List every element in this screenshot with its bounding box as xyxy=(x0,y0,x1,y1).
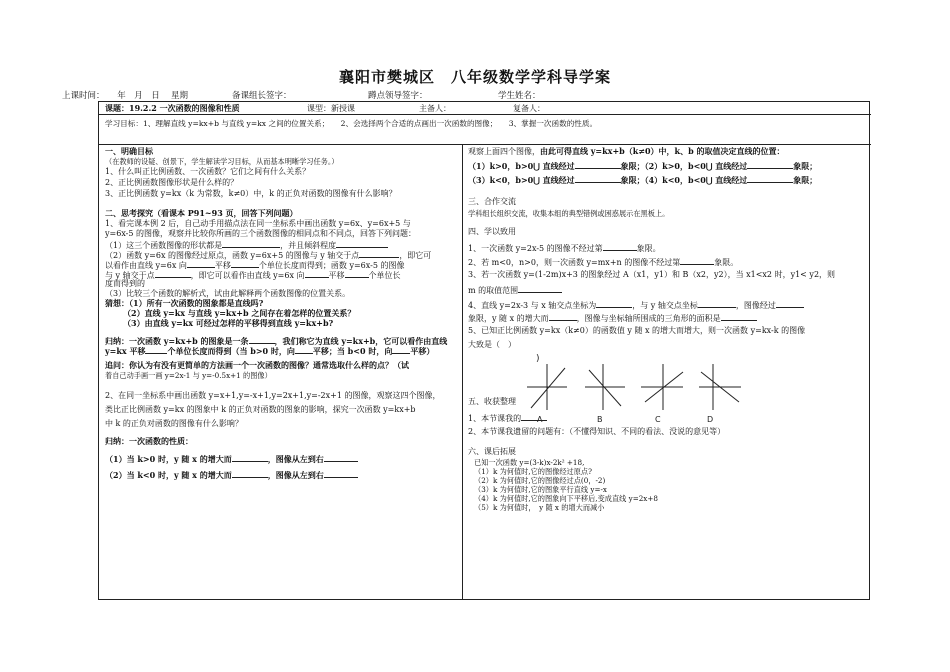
extension-q5: （5）k 为何值时， y 随 x 的增大而减小 xyxy=(474,503,605,512)
extension-q4: （4）k 为何值时,它的图象向下平移后,变成直线 y=2x+8 xyxy=(474,494,658,503)
section-5-item2: 2、本节课我遗留的问题有：（不懂得知识、不同的看法、没说的意见等） xyxy=(468,427,726,436)
graph-d[interactable] xyxy=(699,364,741,410)
graph-b-label: B xyxy=(597,415,603,424)
lesson-type: 课型：新授课 xyxy=(307,104,355,113)
section-2-line4: （2）函数 y=6x 的图像经过原点，函数 y=6x+5 的图像与 y 轴交于点 ，即它可 xyxy=(105,248,431,261)
observe-line2: （1）k>0，b>0⋃ 直线经过 象限；（2）k>0，b<0⋃ 直线经过 象限； xyxy=(468,161,818,171)
summary-1-line1: 归纳：一次函数 y=kx+b 的图象是一条 ，我们称它为直线 y=kx+b，它可以看作由直线 xyxy=(105,336,448,346)
graph-a-label: A xyxy=(537,415,543,424)
extension-intro: 已知一次函数 y=(3-k)x-2k² +18, xyxy=(474,458,585,467)
section-4-title: 四、学以致用 xyxy=(468,227,516,236)
lesson-topic: 课题：19.2.2 一次函数的图像和性质 xyxy=(105,103,240,113)
exercise-5-graph-options xyxy=(523,350,787,426)
guess-1: 猜想：（1）所有一次函数的图象都是直线吗? xyxy=(105,298,264,308)
section-1-q1: 1、什么叫正比例函数、一次函数？它们之间有什么关系？ xyxy=(105,167,311,176)
section-1-q2: 2、正比例函数图像形状是什么样的？ xyxy=(105,178,239,187)
follow-up-line2: 着自己动手画一画 y=2x-1 与 y=-0.5x+1 的图像） xyxy=(105,371,272,380)
observe-line1: 观察上面四个图像，由此可得直线 y=kx+b（k≠0）中，k、b 的取值决定直线的位置： xyxy=(468,146,785,156)
section-2-line2: y=6x-5 的图像，观察并比较你所画的三个函数图像的相同点和不同点，回答下列问题： xyxy=(105,229,417,238)
leader-sign-label: 备课组长签字： xyxy=(232,91,292,101)
learning-goals: 学习目标：1、理解直线 y=kx+b 与直线 y=kx 之间的位置关系； 2、会选择两个合适的点画出一次函数的图像； 3、掌握一次函数的性质。 xyxy=(105,119,598,128)
section-2-line1: 1、看完课本例 2 后，自己动手用描点法在同一坐标系中画出函数 y=6x、y=6x+5 与 xyxy=(105,219,411,228)
section-1-q3: 3、正比例函数 y=kx（k 为常数，k≠0）中，k 的正负对函数的图像有什么影响？ xyxy=(105,189,397,198)
section-5-item1: 1、本节课我的 xyxy=(468,411,547,424)
extension-q2: （2）k 为何值时,它的图像经过点(0，-2) xyxy=(474,476,606,485)
observe-line3: （3）k<0，b>0⋃ 直线经过 象限；（4）k<0，b<0⋃ 直线经过 象限； xyxy=(468,175,818,185)
section-2-line3: （1）这三个函数图像的形状都是 ，并且倾斜程度 xyxy=(105,238,388,251)
summary-2-title: 归纳：一次函数的性质： xyxy=(105,436,193,446)
section-1-note: （在教师的设疑、创景下，学生解读学习目标，从而基本明晰学习任务。） xyxy=(105,157,339,166)
document-title: 襄阳市樊城区 八年级数学学科导学案 xyxy=(338,68,611,86)
student-name-label: 学生姓名： xyxy=(498,91,541,101)
section-5-title: 五、收获整理 xyxy=(468,397,516,406)
exercise-3-line1: 3、若一次函数 y=(1-2m)x+3 的图象经过 A（x1，y1）和 B（x2，y2），当 x1<x2 时，y1< y2，则 xyxy=(468,270,836,279)
exercise-5-line1: 5、已知正比例函数 y=kx（k≠0）的函数值 y 随 x 的增大而增大，则一次函数 y=kx-k 的图像 xyxy=(468,326,806,335)
follow-up-line1: 追问：你认为有没有更简单的方法画一个一次函数的图像？通常选取什么样的点？（试 xyxy=(105,360,409,370)
section-6-title: 六、课后拓展 xyxy=(468,447,516,456)
exercise-4-line1: 4、直线 y=2x-3 与 x 轴交点坐标为 ，与 y 轴交点坐标 ，图像经过 xyxy=(468,298,804,311)
exercise-3-line2: m 的取值范围 xyxy=(468,283,562,296)
graph-c-label: C xyxy=(655,415,661,424)
extension-q1: （1）k 为何值时,它的图像经过原点? xyxy=(474,467,592,476)
graph-d-label: D xyxy=(707,415,714,424)
graph-b[interactable] xyxy=(585,364,625,410)
co-preparer: 复备人： xyxy=(513,104,545,113)
section-2-line7: 度而得到的 xyxy=(105,279,145,288)
summary-1-line2: y=kx 平移 个单位长度而得到（当 b>0 时，向 平移；当 b<0 时，向 平移） xyxy=(105,346,435,356)
graph-c[interactable] xyxy=(641,364,683,410)
property-2: （2）当 k<0 时，y 随 x 的增大而 ，图像从左到右 xyxy=(105,468,358,481)
section-1-title: 一、明确目标 xyxy=(105,146,153,156)
exercise-4-line2: 象限，y 随 x 的增大而 ，图像与坐标轴所围成的三角形的面积是 xyxy=(468,311,757,324)
guess-2: （2）直线 y=kx 与直线 y=kx+b 之间存在着怎样的位置关系？ xyxy=(123,308,356,318)
exercise-2: 2、若 m<0，n>0，则一次函数 y=mx+n 的图像不经过第 象限。 xyxy=(468,255,738,268)
part-2-line3: 中 k 的正负对函数的图像有什么影响？ xyxy=(105,419,243,428)
section-3-title: 三、合作交流 xyxy=(468,197,516,206)
exercise-1: 1、一次函数 y=2x-5 的图像不经过第 象限。 xyxy=(468,241,661,254)
guess-3: （3）由直线 y=kx 可经过怎样的平移得到直线 y=kx+b? xyxy=(123,318,334,328)
section-2-line8: （3）比较三个函数的解析式，试由此解释两个函数图像的位置关系。 xyxy=(105,289,351,298)
part-2-line2: 类比正比例函数 y=kx 的图象中 k 的正负对函数的图象的影响，探究一次函数 y=kx+b xyxy=(105,405,416,414)
section-3-text: 学科组长组织交流，收集本组的典型错例或困惑展示在黑板上。 xyxy=(468,209,670,218)
part-2-line1: 2、在同一坐标系中画出函数 y=x+1,y=-x+1,y=2x+1,y=-2x+1 的图像，观察这四个图像， xyxy=(105,391,441,400)
extension-q3: （3）k 为何值时,它的图象平行直线 y=-x xyxy=(474,485,607,494)
graph-a-paren: ) xyxy=(536,354,540,364)
graph-a[interactable] xyxy=(527,364,567,410)
supervisor-sign-label: 蹲点领导签字： xyxy=(368,91,428,101)
section-2-line5: 以看作由直线 y=6x 向 平移 个单位长度而得到；函数 y=6x-5 的图像 xyxy=(105,258,404,271)
property-1: （1）当 k>0 时，y 随 x 的增大而 ，图像从左到右 xyxy=(105,452,358,465)
class-time-label: 上课时间： 年 月 日 星期 xyxy=(62,91,188,101)
main-preparer: 主备人： xyxy=(419,104,451,113)
exercise-5-line2: 大致是（ ） xyxy=(468,340,516,349)
section-2-title: 二、思考探究（看课本 P91~93 页，回答下列问题） xyxy=(105,208,298,218)
section-2-line6: 与 y 轴交于点 ，即它可以看作由直线 y=6x 向 平移 个单位长 xyxy=(105,268,401,281)
lesson-sheet xyxy=(98,101,870,600)
